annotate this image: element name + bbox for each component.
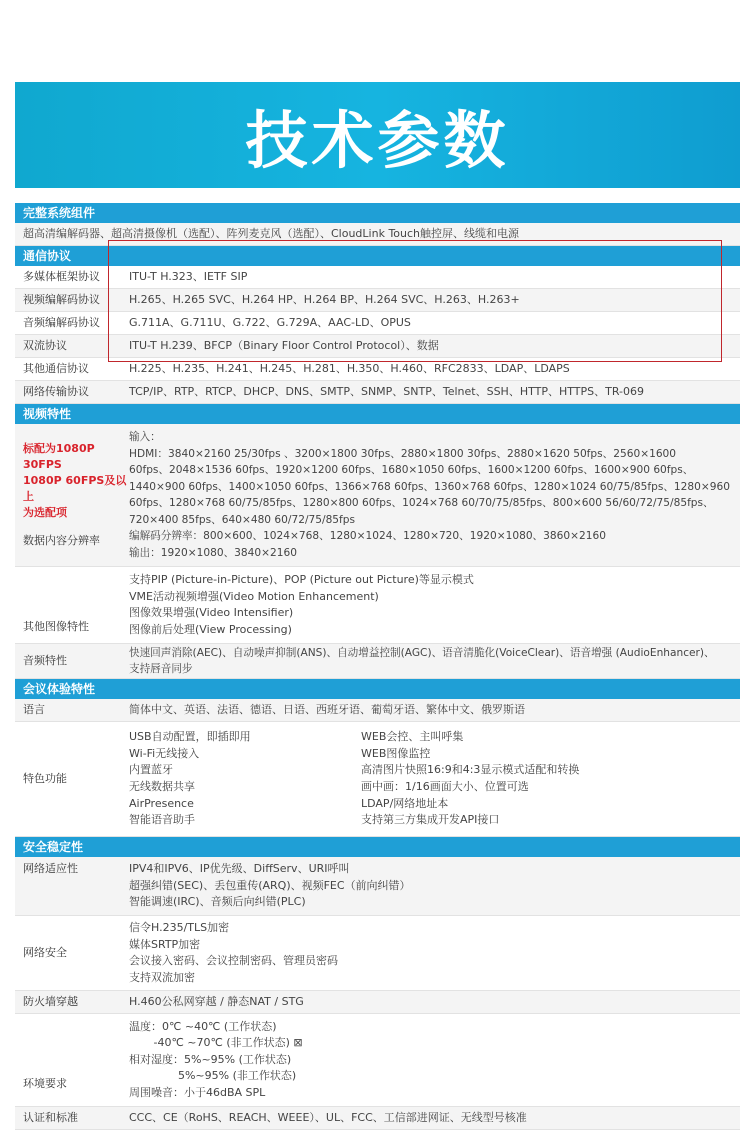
feature-item: WEB图像监控 (361, 746, 431, 760)
resolution-label: 数据内容分辨率 (23, 533, 100, 547)
resolution-line: 1440×900 60fps、1400×1050 60fps、1366×768 60fps、1360×768 60fps、1280×1024 60/75/85fps、1280×960 (129, 480, 730, 493)
row-label: 认证和标准 (23, 1110, 78, 1124)
row-value: H.265、H.265 SVC、H.264 HP、H.264 BP、H.264 SVC、H.263、H.263+ (129, 292, 520, 306)
adapt-values (127, 857, 740, 915)
section-header-comm: 通信协议 (15, 246, 740, 266)
audio-values (127, 644, 740, 678)
env-line: 周围噪音：小于46dBA SPL (129, 1085, 266, 1099)
env-line: 5%~95% (非工作状态) (129, 1069, 297, 1083)
row-label: 特色功能 (23, 771, 67, 785)
resolution-line: 720×400 85fps、640×480 60/72/75/85fps (129, 513, 356, 526)
feature-item: 智能语音助手 (129, 813, 195, 827)
optional-note: 标配为1080P 30FPS (23, 441, 95, 471)
row-label: 其他图像特性 (23, 619, 89, 633)
image-values (127, 567, 740, 643)
env-line: 相对湿度：5%~95% (工作状态) (129, 1052, 292, 1066)
resolution-line: 输出：1920×1080、3840×2160 (129, 546, 297, 559)
adapt-row (15, 857, 740, 916)
image-line: 图像效果增强(Video Intensifier) (129, 606, 294, 619)
resolution-row (15, 424, 740, 567)
env-line: 温度：0℃ ~40℃ (工作状态) (129, 1019, 277, 1033)
env-row (15, 1014, 740, 1107)
features-values (127, 722, 740, 836)
row-value: TCP/IP、RTP、RTCP、DHCP、DNS、SMTP、SNMP、SNTP、Telnet、SSH、HTTP、HTTPS、TR-069 (129, 384, 644, 398)
netsec-line: 支持双流加密 (129, 970, 195, 984)
feature-item: 内置蓝牙 (129, 763, 173, 777)
image-line: 支持PIP (Picture-in-Picture)、POP (Picture out Picture)等显示模式 (129, 573, 474, 586)
netsec-line: 信令H.235/TLS加密 (129, 921, 230, 934)
row-label: 多媒体框架协议 (23, 269, 100, 283)
image-line: 图像前后处理(View Processing) (129, 622, 292, 636)
row-label: 其他通信协议 (23, 361, 89, 375)
row-value: CCC、CE（RoHS、REACH、WEEE）、UL、FCC、工信部进网证、无线型号核准 (129, 1110, 527, 1124)
audio-line: 支持唇音同步 (129, 663, 193, 675)
system-components: 超高清编解码器、超高清摄像机（选配）、阵列麦克风（选配）、CloudLink Touch触控屏、线缆和电源 (23, 226, 520, 240)
row-value: H.460公私网穿越 / 静态NAT / STG (129, 994, 304, 1008)
row-value: ITU-T H.323、IETF SIP (129, 269, 248, 283)
resolution-values (127, 424, 740, 566)
features-right (361, 729, 721, 829)
netsec-values (127, 916, 740, 990)
resolution-label-cell (15, 424, 127, 566)
adapt-line: 智能调速(IRC)、音频后向纠错(PLC) (129, 895, 306, 909)
env-values (127, 1014, 740, 1106)
page-title: 技术参数 (245, 103, 510, 177)
row-label: 双流协议 (23, 338, 67, 352)
features-left (129, 729, 361, 829)
row-label: 环境要求 (23, 1076, 67, 1090)
cert-row (15, 1107, 740, 1130)
netsec-line: 会议接入密码、会议控制密码、管理员密码 (129, 954, 338, 967)
feature-item: WEB会控、主叫呼集 (361, 729, 464, 743)
feature-item: 高清图片快照16:9和4:3显示模式适配和转换 (361, 763, 580, 777)
feature-item: 画中画：1/16画面大小、位置可选 (361, 780, 529, 793)
section-header-security: 安全稳定性 (15, 837, 740, 857)
row-label: 音频特性 (23, 653, 67, 667)
language-row (15, 699, 740, 722)
resolution-line: 60fps、2048×1536 60fps、1920×1200 60fps、1680×1050 60fps、1600×1200 60fps、1600×900 60fps、 (129, 464, 694, 476)
resolution-line: 输入： (129, 431, 161, 443)
row-label: 网络适应性 (23, 862, 78, 875)
row-value: ITU-T H.239、BFCP（Binary Floor Control Protocol）、数据 (129, 338, 439, 352)
adapt-line: 超强纠错(SEC)、丢包重传(ARQ)、视频FEC（前向纠错） (129, 878, 411, 892)
features-row (15, 722, 740, 837)
row-value: H.225、H.235、H.241、H.245、H.281、H.350、H.460、RFC2833、LDAP、LDAPS (129, 361, 570, 375)
firewall-row (15, 991, 740, 1014)
feature-item: AirPresence (129, 796, 194, 810)
row-label: 防火墙穿越 (23, 994, 78, 1008)
image-line: VME活动视频增强(Video Motion Enhancement) (129, 589, 379, 603)
feature-item: LDAP/网络地址本 (361, 796, 449, 810)
row-label: 音频编解码协议 (23, 315, 100, 329)
title-banner (15, 82, 740, 188)
image-row (15, 567, 740, 644)
feature-item: Wi-Fi无线接入 (129, 746, 200, 760)
row-value: 简体中文、英语、法语、德语、日语、西班牙语、葡萄牙语、繁体中文、俄罗斯语 (129, 702, 525, 716)
features-columns (129, 729, 740, 829)
row-label: 网络传输协议 (23, 384, 89, 398)
feature-item: 支持第三方集成开发API接口 (361, 813, 500, 827)
section-header-video: 视频特性 (15, 404, 740, 424)
resolution-line: HDMI：3840×2160 25/30fps 、3200×1800 30fps、2880×1800 30fps、2880×1620 50fps、2560×1600 (129, 447, 677, 460)
resolution-line: 60fps、1280×768 60/75/85fps、1280×800 60fps、1024×768 60/70/75/85fps、800×600 56/60/72/75/85fps、 (129, 497, 714, 509)
adapt-line: IPV4和IPV6、IP优先级、DiffServ、URI呼叫 (129, 862, 350, 876)
netsec-row (15, 916, 740, 991)
audio-row (15, 644, 740, 679)
row-label: 语言 (23, 702, 45, 716)
section-header-system: 完整系统组件 (15, 203, 740, 223)
row-label: 视频编解码协议 (23, 292, 100, 306)
env-line: -40℃ ~70℃ (非工作状态) ⊠ (129, 1036, 303, 1050)
optional-note: 1080P 60FPS及以上 (23, 473, 127, 503)
feature-item: USB自动配置，即插即用 (129, 729, 251, 743)
section-header-meeting: 会议体验特性 (15, 679, 740, 699)
netsec-line: 媒体SRTP加密 (129, 937, 201, 951)
optional-resolution-highlight-box (108, 240, 722, 362)
resolution-line: 编解码分辨率：800×600、1024×768、1280×1024、1280×720、1920×1080、3860×2160 (129, 530, 606, 542)
optional-note: 为选配项 (23, 505, 67, 519)
feature-item: 无线数据共享 (129, 780, 195, 793)
row-label: 网络安全 (23, 945, 67, 959)
audio-line: 快速回声消除(AEC)、自动噪声抑制(ANS)、自动增益控制(AGC)、语音清脆化(VoiceClear)、语音增强 (AudioEnhancer)、 (129, 646, 715, 659)
row-value: G.711A、G.711U、G.722、G.729A、AAC-LD、OPUS (129, 315, 411, 329)
comm-row (15, 381, 740, 404)
